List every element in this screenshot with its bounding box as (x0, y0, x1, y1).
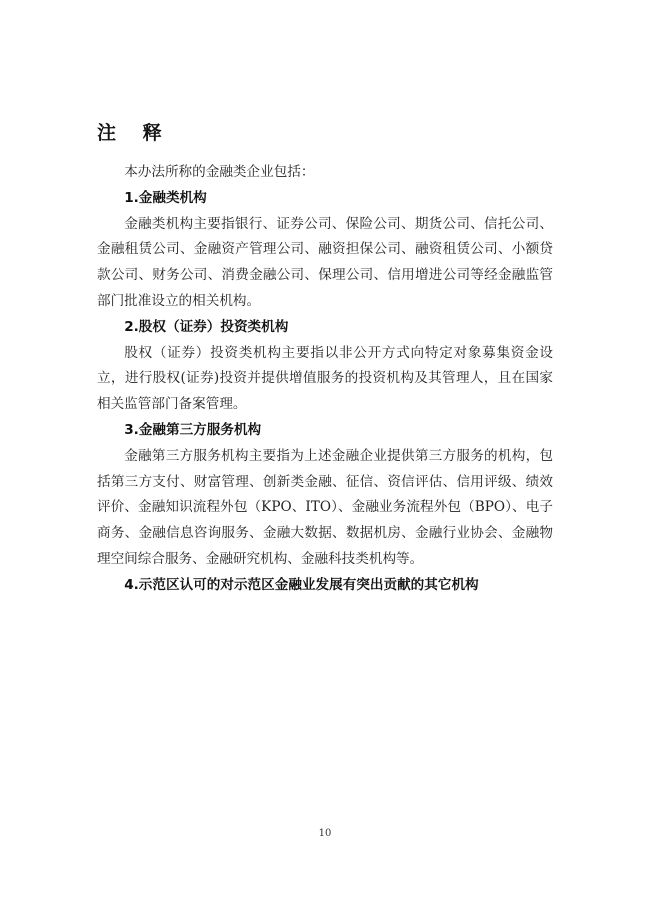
section-heading-4: 4.示范区认可的对示范区金融业发展有突出贡献的其它机构 (124, 576, 479, 593)
intro-paragraph: 本办法所称的金融类企业包括： (124, 164, 315, 180)
section-body-1: 金融类机构主要指银行、证券公司、保险公司、期货公司、信托公司、金融租赁公司、金融资产管理公司、融资担保公司、融资租赁公司、小额贷款公司、财务公司、消费金融公司、保理公司、信用增进公司等经金融监管部门批准设立的相关机构。 (97, 215, 553, 309)
section-body-2: 股权（证券）投资类机构主要指以非公开方式向特定对象募集资金设立，进行股权(证券)投资并提供增值服务的投资机构及其管理人，且在国家相关监管部门备案管理。 (97, 344, 553, 413)
section-heading-2: 2.股权（证券）投资类机构 (124, 318, 289, 335)
document-body (97, 160, 553, 599)
section-body-3: 金融第三方服务机构主要指为上述金融企业提供第三方服务的机构，包括第三方支付、财富管理、创新类金融、征信、资信评估、信用评级、绩效评价、金融知识流程外包（KPO、ITO）、金融业务流程外包（BPO）、电子商务、金融信息咨询服务、金融大数据、数据机房、金融行业协会、金融物理空间综合服务、金融研究机构、金融科技类机构等。 (97, 447, 553, 567)
section-heading-3: 3.金融第三方服务机构 (124, 421, 262, 438)
page-number: 10 (318, 828, 332, 839)
section-heading-1: 1.金融类机构 (124, 189, 207, 206)
page-title: 注 释 (97, 122, 172, 144)
